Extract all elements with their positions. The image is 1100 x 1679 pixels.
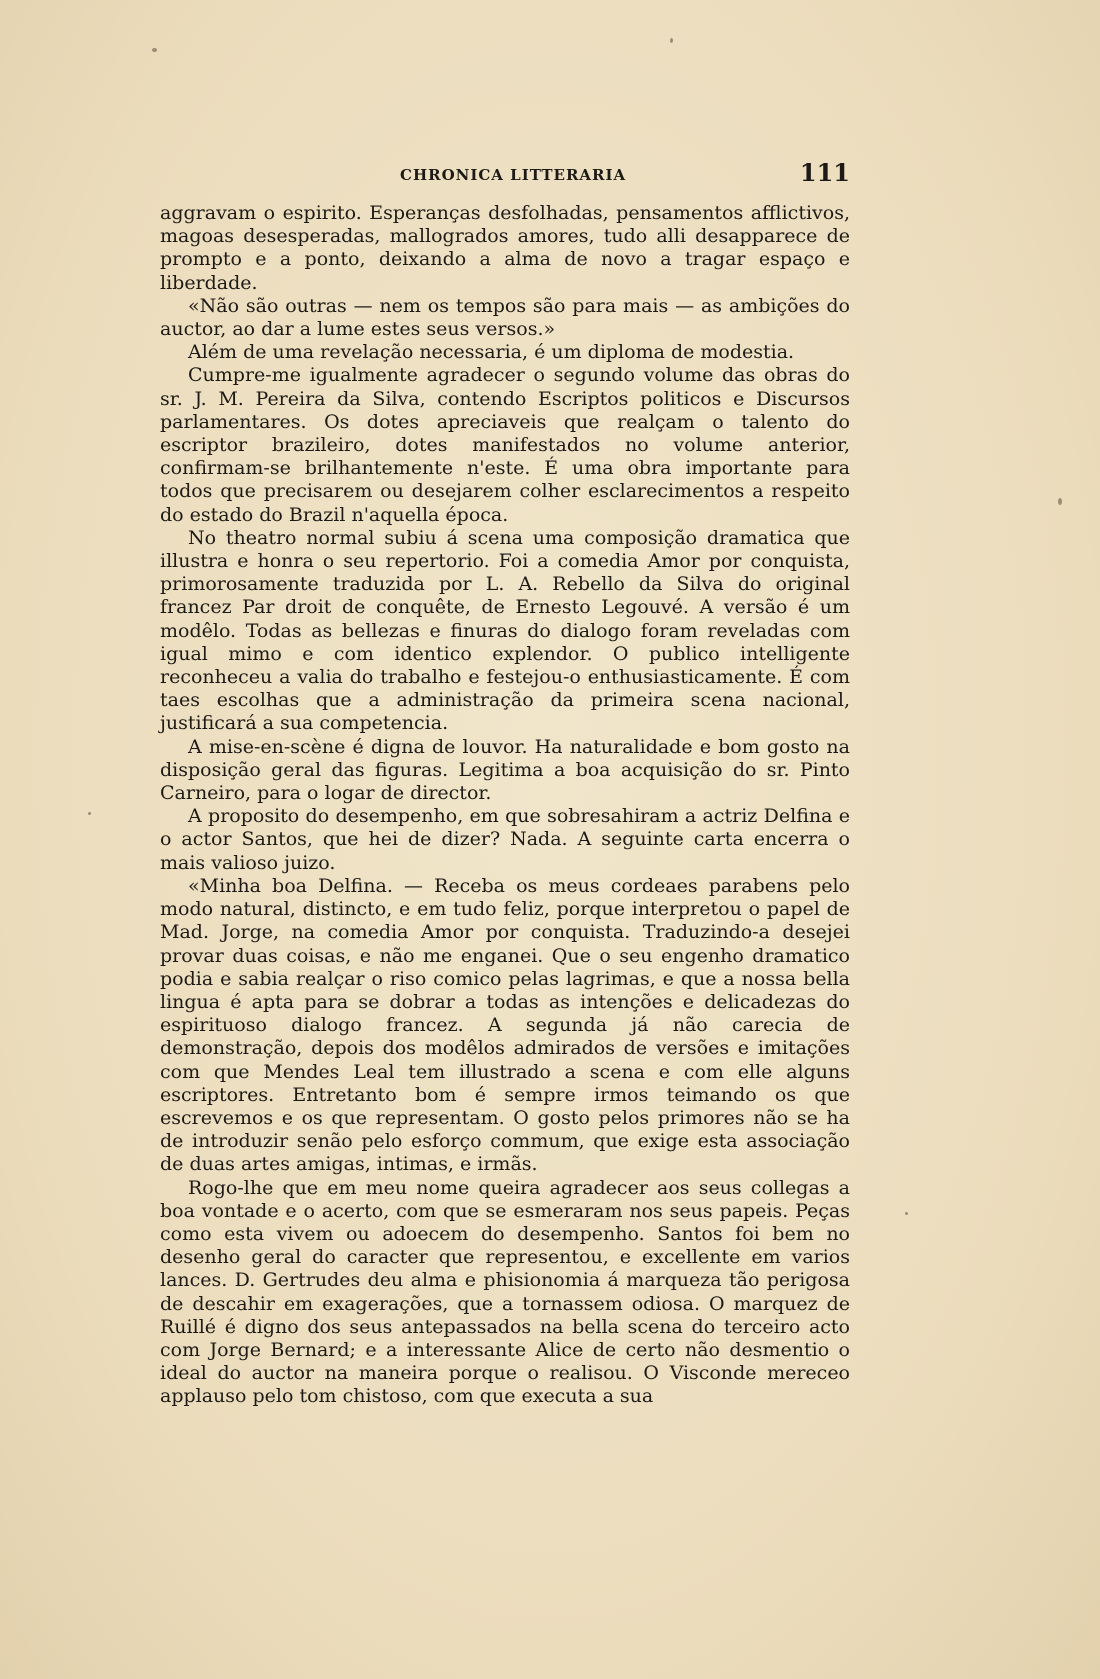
paragraph: «Minha boa Delfina. — Receba os meus cordeaes parabens pelo modo natural, distincto, e em tudo feliz, porque interpretou o papel de Mad. Jorge, na comedia Amor por conquista. Traduzindo-a desejei provar duas coisas, e não me enganei. Que o seu engenho dramatico podia e sabia realçar o riso comico pelas lagrimas, e que a nossa bella lingua é apta para se dobrar a todas as intenções e delicadezas do espirituoso dialogo francez. A segunda já não carecia de demonstração, depois dos modêlos admirados de versões e imitações com que Mendes Leal tem illustrado a scena e com elle alguns escriptores. Entretanto bom é sempre irmos teimando os que escrevemos e os que representam. O gosto pelos primores não se ha de introduzir senão pelo esforço commum, que exige esta associação de duas artes amigas, intimas, e irmãs. <box>160 874 850 1176</box>
paragraph: No theatro normal subiu á scena uma composição dramatica que illustra e honra o seu repertorio. Foi a comedia Amor por conquista, primorosamente traduzida por L. A. Rebello da Silva do original francez Par droit de conquête, de Ernesto Legouvé. A versão é um modêlo. Todas as bellezas e finuras do dialogo foram reveladas com igual mimo e com identico explendor. O publico intelligente reconheceu a valia do trabalho e festejou-o enthusiasticamente. É com taes escolhas que a administração da primeira scena nacional, justificará a sua competencia. <box>160 526 850 735</box>
body-text <box>160 202 850 1409</box>
paper-speck <box>1058 498 1062 505</box>
paper-speck <box>670 38 673 43</box>
paper-speck <box>152 48 157 52</box>
paragraph: «Não são outras — nem os tempos são para mais — as ambições do auctor, ao dar a lume estes seus versos.» <box>160 294 850 341</box>
running-head: CHRONICA LITTERARIA <box>400 166 627 184</box>
paper-speck <box>905 1212 908 1215</box>
paper-speck <box>88 812 91 815</box>
paragraph: aggravam o espirito. Esperanças desfolhadas, pensamentos afflictivos, magoas desesperadas, mallogrados amores, tudo alli desapparece de prompto e a ponto, deixando a alma de novo a tragar espaço e liberdade. <box>160 202 850 294</box>
paragraph: Rogo-lhe que em meu nome queira agradecer aos seus collegas a boa vontade e o acerto, com que se esmeraram nos seus papeis. Peças como esta vivem ou adoecem do desempenho. Santos foi bem no desenho geral do caracter que representou, e excellente em varios lances. D. Gertrudes deu alma e phisionomia á marqueza tão perigosa de descahir em exagerações, que a tornassem odiosa. O marquez de Ruillé é digno dos seus antepassados na bella scena do terceiro acto com Jorge Bernard; e a interessante Alice de certo não desmentio o ideal do auctor na maneira porque o realisou. O Visconde mereceo applauso pelo tom chistoso, com que executa a sua <box>160 1176 850 1408</box>
paragraph: Além de uma revelação necessaria, é um diploma de modestia. <box>188 341 795 364</box>
page-number: 111 <box>799 158 850 187</box>
paragraph: A mise-en-scène é digna de louvor. Ha naturalidade e bom gosto na disposição geral das figuras. Legitima a boa acquisição do sr. Pinto Carneiro, para o logar de director. <box>160 735 850 805</box>
paragraph: Cumpre-me igualmente agradecer o segundo volume das obras do sr. J. M. Pereira da Silva, contendo Escriptos politicos e Discursos parlamentares. Os dotes apreciaveis que realçam o talento do escriptor brazileiro, dotes manifestados no volume anterior, confirmam-se brilhantemente n'este. É uma obra importante para todos que precisarem ou desejarem colher esclarecimentos a respeito do estado do Brazil n'aquella época. <box>160 364 850 526</box>
paragraph: A proposito do desempenho, em que sobresahiram a actriz Delfina e o actor Santos, que hei de dizer? Nada. A seguinte carta encerra o mais valioso juizo. <box>160 805 850 874</box>
page-header <box>160 158 850 188</box>
